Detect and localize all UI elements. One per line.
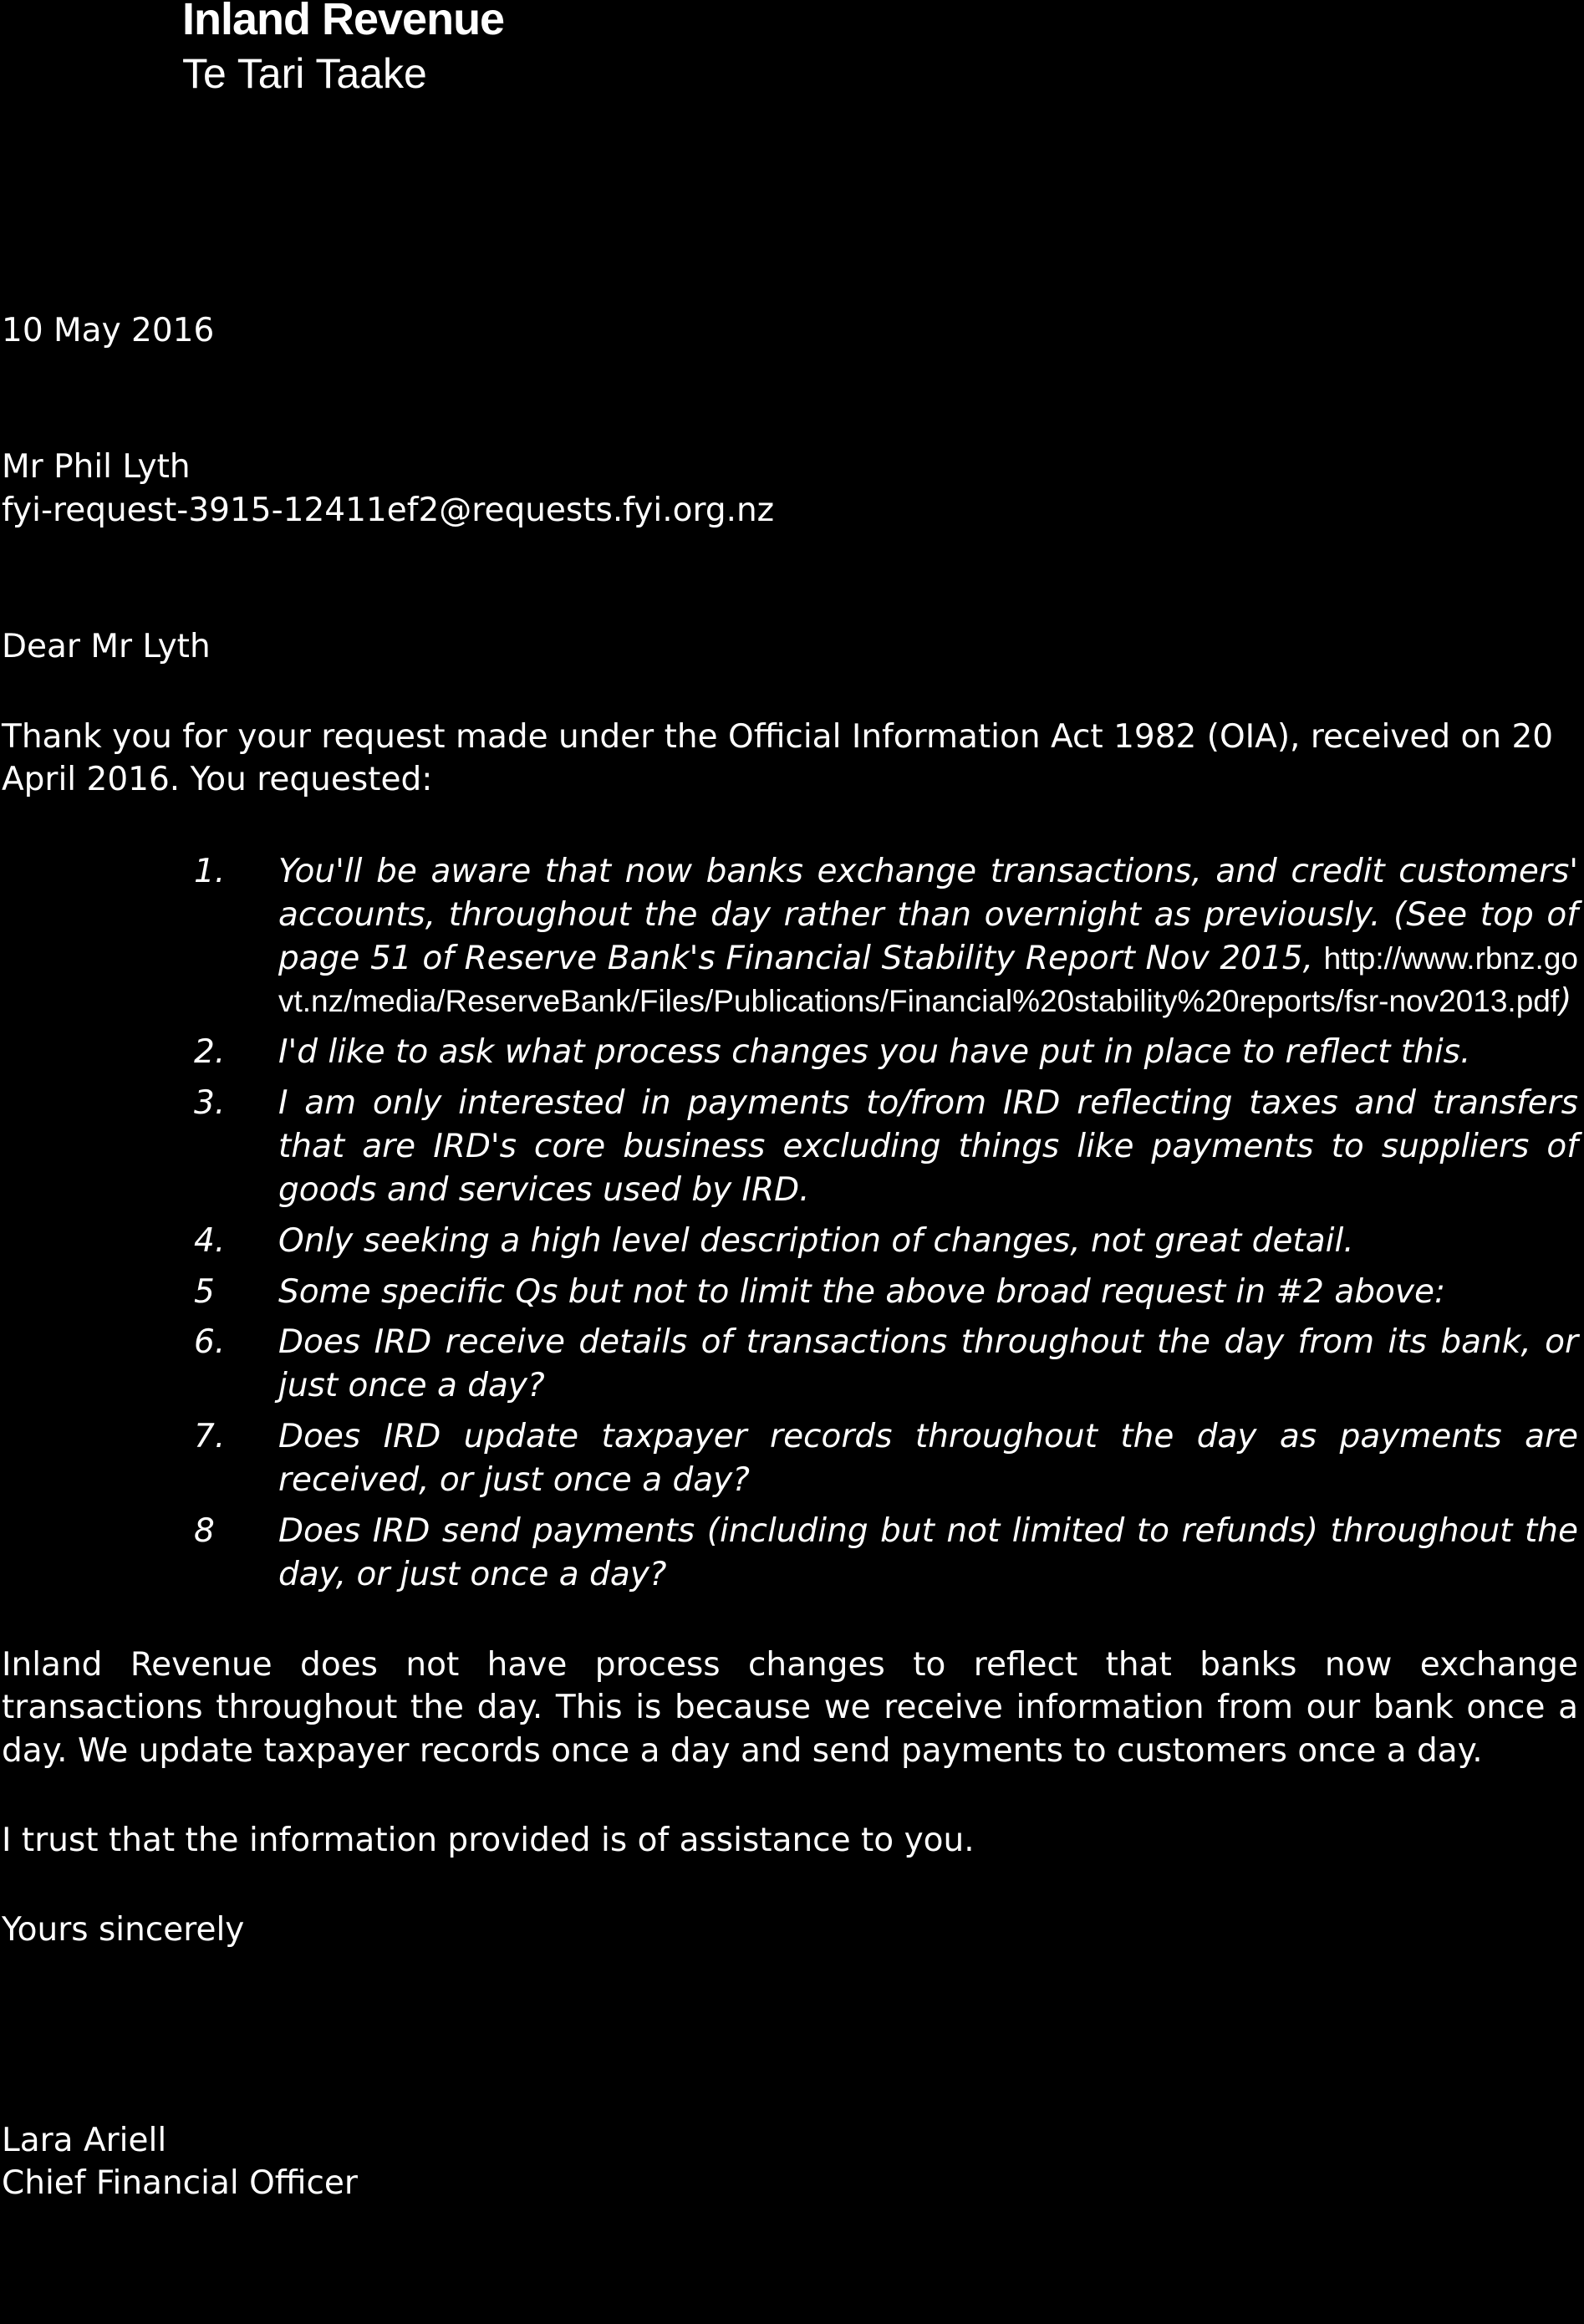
list-item-number: 7. — [194, 1418, 226, 1456]
org-name: Inland Revenue — [182, 0, 505, 44]
list-item-text-tail: ) — [1559, 982, 1572, 1021]
list-item — [194, 1510, 1578, 1597]
list-item-number: 4. — [194, 1221, 226, 1260]
list-item — [194, 1415, 1578, 1502]
response-paragraph: Inland Revenue does not have process changes to reflect that banks now exchange transactions throughout the day. This is because we receive information from our bank once a day. We update taxpayer records once a day and send payments to customers once a day. — [2, 1645, 1578, 1770]
list-item — [194, 1082, 1578, 1212]
list-item-text-part: You'll be aware that now banks exchange transactions, and credit customers' accounts, throughout the day rather than overnight as previously. (See top of page 51 of Reserve Bank's Financial Stability Report Nov 2015, — [278, 852, 1578, 977]
list-item-number: 1. — [194, 852, 226, 890]
intro-paragraph: Thank you for your request made under the Official Information Act 1982 (OIA), received on 20 April 2016. You requested: — [2, 717, 1554, 799]
list-item-number: 5 — [194, 1272, 215, 1311]
list-item — [194, 1220, 1578, 1263]
recipient-name: Mr Phil Lyth — [2, 448, 191, 487]
list-item-number: 8 — [194, 1511, 215, 1550]
list-item-text: I'd like to ask what process changes you have put in place to reflect this. — [278, 1033, 1471, 1072]
list-item — [194, 1271, 1578, 1314]
assistance-paragraph: I trust that the information provided is of assistance to you. — [2, 1821, 975, 1859]
list-item-number: 6. — [194, 1323, 226, 1362]
recipient-email: fyi-request-3915-12411ef2@requests.fyi.org.nz — [2, 491, 775, 529]
list-item-text: Does IRD receive details of transactions throughout the day from its bank, or just once a day? — [278, 1323, 1578, 1405]
list-item-text: I am only interested in payments to/from IRD reflecting taxes and transfers that are IRD's core business excluding things like payments to suppliers of goods and services used by IRD. — [278, 1084, 1578, 1209]
list-item — [194, 1031, 1578, 1074]
letter-date: 10 May 2016 — [2, 312, 215, 349]
salutation: Dear Mr Lyth — [2, 628, 211, 666]
list-item — [194, 1321, 1578, 1408]
list-item-text: Some specific Qs but not to limit the above broad request in #2 above: — [278, 1272, 1446, 1311]
recipient-block — [2, 446, 1578, 532]
org-maori-name: Te Tari Taake — [182, 50, 427, 98]
list-item-text: Does IRD update taxpayer records throughout the day as payments are received, or just once a day? — [278, 1418, 1578, 1499]
reference-url: http://www.rbnz.govt.nz/media/ReserveBank/Files/Publications/Financial%20stability%20reports/fsr-nov2013.pdf — [278, 940, 1578, 1019]
list-item-number: 3. — [194, 1084, 226, 1123]
closing: Yours sincerely — [2, 1911, 245, 1949]
letterhead — [182, 0, 504, 99]
list-item-text — [278, 850, 1578, 1023]
list-item — [194, 850, 1578, 1023]
list-item-text: Does IRD send payments (including but not limited to refunds) throughout the day, or just once a day? — [278, 1511, 1578, 1593]
signatory-title: Chief Financial Officer — [2, 2164, 358, 2203]
signatory-name: Lara Ariell — [2, 2121, 167, 2159]
list-item-number: 2. — [194, 1033, 226, 1072]
list-item-text: Only seeking a high level description of changes, not great detail. — [278, 1221, 1354, 1260]
request-list — [2, 850, 1578, 1597]
letter-body — [2, 309, 1578, 2205]
